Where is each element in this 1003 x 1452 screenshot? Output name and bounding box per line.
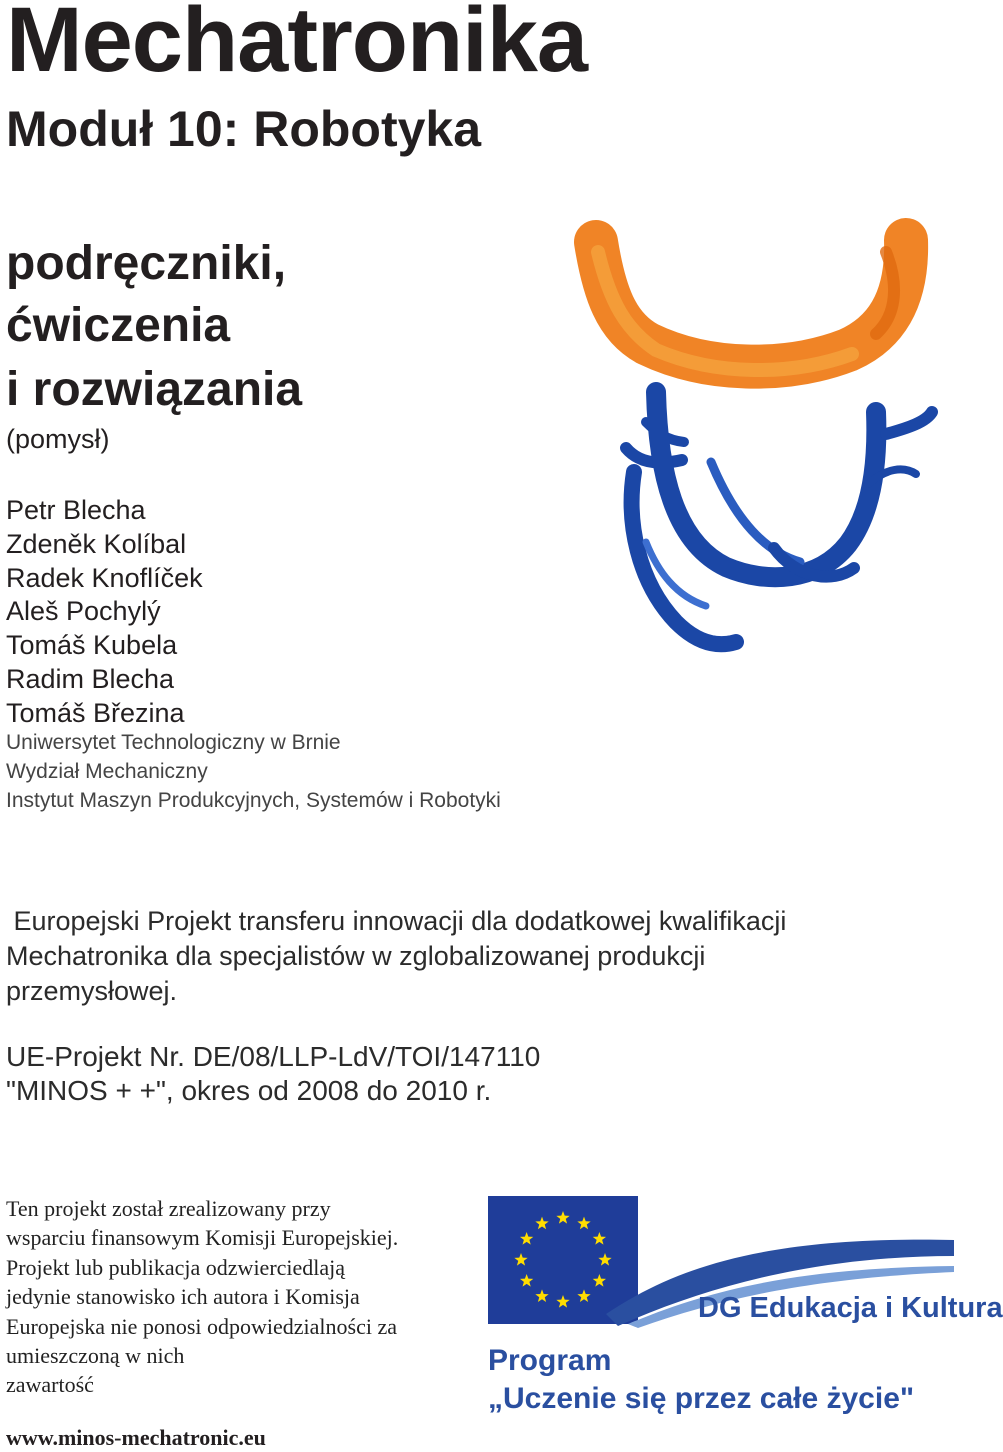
project-number: UE-Projekt Nr. DE/08/LLP-LdV/TOI/147110 bbox=[6, 1041, 541, 1072]
document-title: Mechatronika bbox=[6, 0, 588, 91]
author-name: Tomáš Březina bbox=[6, 697, 185, 728]
brush-face-logo-icon bbox=[586, 222, 936, 662]
project-period: "MINOS + +", okres od 2008 do 2010 r. bbox=[6, 1075, 492, 1106]
idea-label: (pomysł) bbox=[6, 424, 110, 454]
subtitle-line-3: i rozwiązania bbox=[6, 363, 303, 416]
disclaimer-line: Projekt lub publikacja odzwierciedlają bbox=[6, 1254, 346, 1280]
institution-institute: Instytut Maszyn Produkcyjnych, Systemów i Robotyki bbox=[6, 789, 501, 812]
program-name: „Uczenie się przez całe życie" bbox=[488, 1382, 915, 1415]
disclaimer-line: wsparciu finansowym Komisji Europejskiej. bbox=[6, 1225, 399, 1251]
disclaimer-line: jedynie stanowisko ich autora i Komisja bbox=[6, 1284, 360, 1310]
project-description-line: Mechatronika dla specjalistów w zglobalizowanej produkcji bbox=[6, 941, 706, 971]
subtitle-line-1: podręczniki, bbox=[6, 237, 287, 290]
author-name: Aleš Pochylý bbox=[6, 596, 161, 627]
program-label: Program bbox=[488, 1344, 612, 1377]
subtitle-line-2: ćwiczenia bbox=[6, 299, 231, 352]
author-name: Radek Knoflíček bbox=[6, 562, 203, 593]
disclaimer-line: Europejska nie ponosi odpowiedzialności za bbox=[6, 1313, 398, 1339]
funding-disclaimer bbox=[6, 1194, 398, 1400]
institution-faculty: Wydział Mechaniczny bbox=[6, 760, 208, 783]
author-list bbox=[6, 494, 203, 731]
institution-university: Uniwersytet Technologiczny w Brnie bbox=[6, 731, 341, 754]
project-description-line: Europejski Projekt transferu innowacji dla dodatkowej kwalifikacji bbox=[6, 906, 787, 936]
author-name: Petr Blecha bbox=[6, 495, 146, 525]
author-name: Zdeněk Kolíbal bbox=[6, 528, 187, 559]
website-url[interactable]: www.minos-mechatronic.eu bbox=[6, 1425, 266, 1450]
project-description bbox=[6, 904, 786, 1009]
module-title: Moduł 10: Robotyka bbox=[6, 101, 482, 157]
project-number-block bbox=[6, 1040, 540, 1108]
disclaimer-line: Ten projekt został zrealizowany przy bbox=[6, 1196, 331, 1221]
author-name: Radim Blecha bbox=[6, 663, 175, 694]
project-description-line: przemysłowej. bbox=[6, 976, 178, 1006]
author-name: Tomáš Kubela bbox=[6, 630, 178, 661]
dg-education-culture-label: DG Edukacja i Kultura bbox=[698, 1292, 1003, 1324]
disclaimer-line: umieszczoną w nich bbox=[6, 1342, 185, 1368]
eu-program-logo bbox=[488, 1196, 1003, 1420]
disclaimer-line: zawartość bbox=[6, 1372, 94, 1398]
